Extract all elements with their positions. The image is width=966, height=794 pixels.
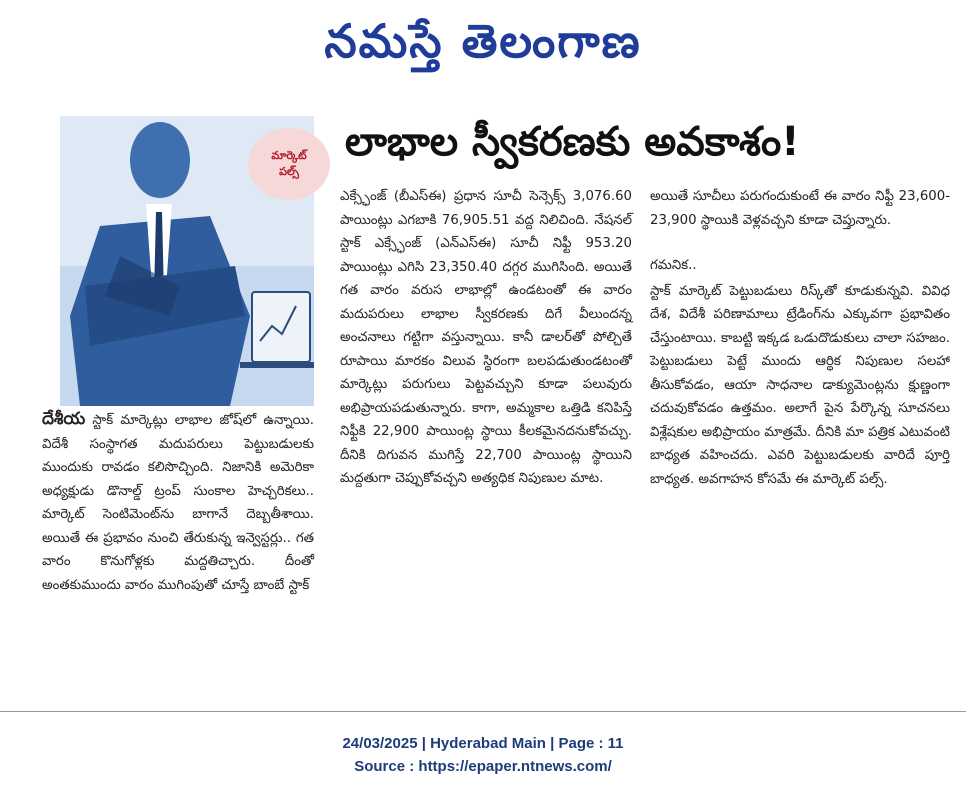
column-3-text: అయితే సూచీలు పరుగందుకుంటే ఈ వారం నిఫ్టీ 23,600-23,900 స్థాయికి వెళ్లవచ్చని కూడా చెప్తున్నారు. — [650, 189, 950, 228]
article-column-1 — [42, 408, 314, 597]
disclaimer-text: స్టాక్ మార్కెట్ పెట్టుబడులు రిస్క్‌తో కూడుకున్నవి. వివిధ దేశ, విదేశీ పరిణామాలు ట్రేడింగ్‌ను ఎక్కువగా ప్రభావితం చేస్తుంటాయి. కాబట్టి ఇక్కడ ఒడుదొడుకులు చాలా సహజం. పెట్టుబడులు పెట్టే ముందు ఆర్థిక నిపుణుల సలహా తీసుకోవడం, ఆయా సాధనాల డాక్యుమెంట్లను క్షుణ్ణంగా చదువుకోవడం ఉత్తమం. అలాగే పైన పేర్కొన్న సూచనలు విశ్లేషకుల అభిప్రాయం మాత్రమే. దీనికి మా పత్రిక ఎటువంటి బాధ్యత వహించదు. ఎవరి పెట్టుబడులకు వారిదే పూర్తి బాధ్యత. అవగాహన కోసమే ఈ మార్కెట్ పల్స్. — [650, 283, 950, 487]
footer-divider — [0, 711, 966, 712]
column-1-text: స్టాక్ మార్కెట్లు లాభాల జోష్‌లో ఉన్నాయి. విదేశీ సంస్థాగత మదుపరులు పెట్టుబడులకు ముందుకు రావడం కలిసొచ్చింది. నిజానికి అమెరికా అధ్యక్షుడు డొనాల్డ్ ట్రంప్ సుంకాల హెచ్చరికలు.. మార్కెట్ సెంటిమెంట్‌ను బాగానే దెబ్బతీశాయి. అయితే ఈ ప్రభావం నుంచి తేరుకున్న ఇన్వెస్టర్లు.. గత వారం కొనుగోళ్లకు మద్దతిచ్చారు. దీంతో అంతకుముందు వారం ముగింపుతో చూస్తే బాంబే స్టాక్ — [42, 413, 314, 593]
disclaimer-title: గమనిక.. — [650, 258, 697, 273]
masthead-logo: నమస్తే తెలంగాణ — [324, 14, 642, 68]
badge-line-1: మార్కెట్ — [271, 149, 307, 162]
badge-line-2: పల్స్ — [279, 165, 299, 178]
article-headline: లాభాల స్వీకరణకు అవకాశం! — [345, 119, 800, 165]
footer-edition-info: 24/03/2025 | Hyderabad Main | Page : 11 — [342, 735, 624, 752]
footer — [0, 732, 966, 778]
column-2-text: ఎక్స్ఛేంజ్ (బీఎస్ఈ) ప్రధాన సూచీ సెన్సెక్స్ 3,076.60 పాయింట్లు ఎగబాకి 76,905.51 వద్ద నిలిచింది. నేషనల్ స్టాక్ ఎక్స్ఛేంజ్ (ఎన్ఎస్ఈ) సూచీ నిఫ్టీ 953.20 పాయింట్లు ఎగిసి 23,350.40 దగ్గర ముగిసింది. అయితే గత వారం వరుస లాభాల్లో ఉండటంతో ఈ వారం మదుపరులు లాభాల స్వీకరణకు దిగే వీలుందన్న అంచనాలు గట్టిగా వస్తున్నాయి. కానీ డాలర్‌తో పోల్చితే రూపాయి మారకం విలువ స్థిరంగా బలపడుతుండటంతో మార్కెట్లు పరుగులు పెట్టవచ్చుని కూడా పలువురు అభిప్రాయపడుతున్నారు. కాగా, అమ్మకాల ఒత్తిడి కనిపిస్తే నిఫ్టీకి 22,900 పాయింట్ల స్థాయి కీలకమైనదనుకోవచ్చు. దీనికి దిగువన ముగిస్తే 22,700 పాయింట్ల స్థాయిని మద్దతుగా చెప్పుకోవచ్చని అత్యధిక నిపుణుల మాట. — [340, 189, 632, 486]
article-column-3 — [650, 185, 950, 491]
footer-source-link[interactable]: Source : https://epaper.ntnews.com/ — [354, 758, 612, 775]
dropcap-word: దేశీయ — [42, 409, 86, 429]
market-pulse-badge — [248, 128, 330, 200]
article-column-2 — [340, 185, 632, 491]
